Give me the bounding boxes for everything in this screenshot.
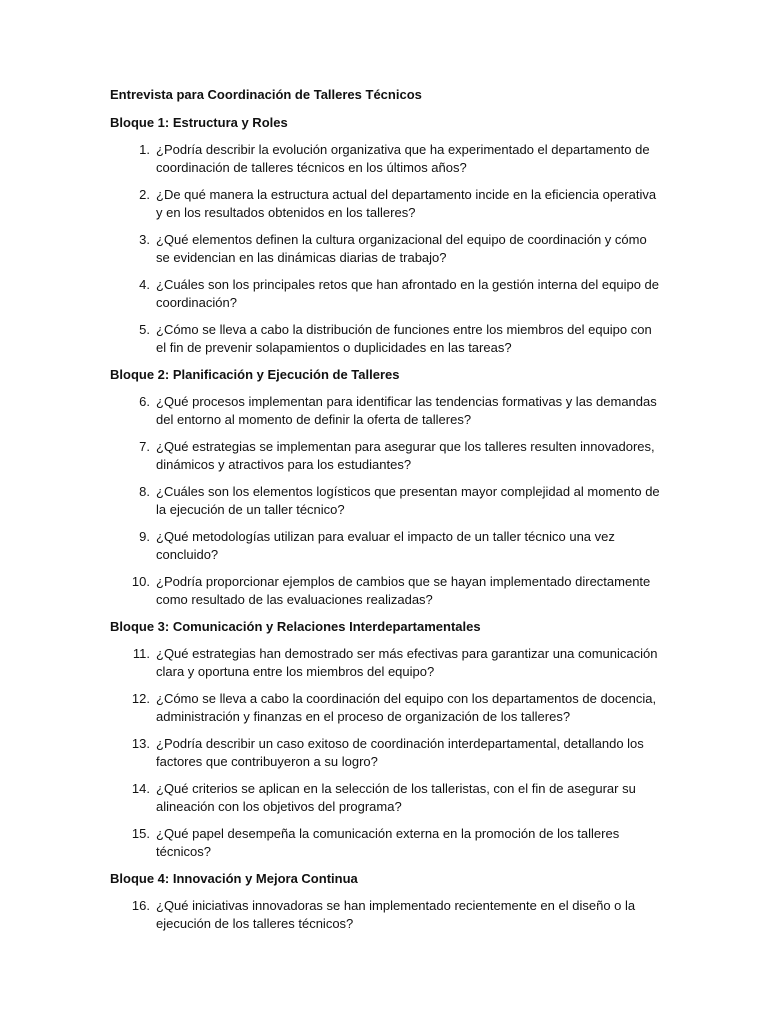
block-heading: Bloque 1: Estructura y Roles (110, 115, 288, 130)
interview-block (110, 870, 662, 933)
question-text: ¿Podría proporcionar ejemplos de cambios que se hayan implementado directamente como resultado de las evaluaciones realizadas? (156, 574, 651, 607)
question-item (110, 645, 662, 681)
question-number: 14. (131, 781, 150, 796)
question-number: 9. (139, 529, 150, 544)
question-text: ¿Podría describir la evolución organizativa que ha experimentado el departamento de coordinación de talleres técnicos en los últimos años? (156, 142, 650, 175)
question-text: ¿Cómo se lleva a cabo la distribución de funciones entre los miembros del equipo con el fin de prevenir solapamientos o duplicidades en las tareas? (156, 322, 652, 355)
question-number: 7. (139, 439, 150, 454)
question-number: 12. (131, 691, 150, 706)
question-item (110, 780, 662, 816)
question-number: 5. (139, 322, 150, 337)
question-number: 2. (139, 187, 150, 202)
question-item (110, 438, 662, 474)
question-number: 1. (139, 142, 150, 157)
document-title: Entrevista para Coordinación de Talleres Técnicos (110, 87, 422, 102)
question-number: 15. (131, 826, 150, 841)
question-text: ¿Cuáles son los elementos logísticos que presentan mayor complejidad al momento de la ejecución de un taller técnico? (156, 484, 660, 517)
question-item (110, 573, 662, 609)
question-item (110, 825, 662, 861)
question-text: ¿Qué criterios se aplican en la selección de los talleristas, con el fin de asegurar su alineación con los objetivos del programa? (156, 781, 636, 814)
question-text: ¿Qué metodologías utilizan para evaluar el impacto de un taller técnico una vez concluido? (156, 529, 615, 562)
question-text: ¿De qué manera la estructura actual del departamento incide en la eficiencia operativa y en los resultados obtenidos en los talleres? (156, 187, 657, 220)
question-list (110, 645, 662, 861)
question-text: ¿Qué estrategias se implementan para asegurar que los talleres resulten innovadores, dinámicos y atractivos para los estudiantes? (156, 439, 655, 472)
question-text: ¿Qué papel desempeña la comunicación externa en la promoción de los talleres técnicos? (156, 826, 620, 859)
question-item (110, 483, 662, 519)
block-heading: Bloque 4: Innovación y Mejora Continua (110, 871, 358, 886)
interview-block (110, 114, 662, 357)
interview-block (110, 366, 662, 609)
question-number: 6. (139, 394, 150, 409)
question-number: 11. (132, 646, 150, 661)
question-number: 4. (139, 277, 150, 292)
question-text: ¿Qué estrategias han demostrado ser más efectivas para garantizar una comunicación clara y oportuna entre los miembros del equipo? (156, 646, 658, 679)
question-number: 13. (131, 736, 150, 751)
document-content (110, 86, 662, 942)
question-list (110, 393, 662, 609)
question-text: ¿Cómo se lleva a cabo la coordinación del equipo con los departamentos de docencia, administración y finanzas en el proceso de organización de los talleres? (156, 691, 657, 724)
question-item (110, 735, 662, 771)
question-item (110, 231, 662, 267)
question-text: ¿Cuáles son los principales retos que han afrontado en la gestión interna del equipo de coordinación? (156, 277, 660, 310)
question-item (110, 276, 662, 312)
question-item (110, 186, 662, 222)
block-heading: Bloque 3: Comunicación y Relaciones Interdepartamentales (110, 619, 481, 634)
interview-block (110, 618, 662, 861)
question-text: ¿Podría describir un caso exitoso de coordinación interdepartamental, detallando los factores que contribuyeron a su logro? (156, 736, 644, 769)
question-item (110, 897, 662, 933)
question-item (110, 393, 662, 429)
question-text: ¿Qué elementos definen la cultura organizacional del equipo de coordinación y cómo se evidencian en las dinámicas diarias de trabajo? (156, 232, 647, 265)
question-number: 16. (131, 898, 150, 913)
question-item (110, 141, 662, 177)
question-item (110, 321, 662, 357)
question-list (110, 141, 662, 357)
question-list (110, 897, 662, 933)
question-number: 8. (139, 484, 150, 499)
question-item (110, 690, 662, 726)
question-text: ¿Qué iniciativas innovadoras se han implementado recientemente en el diseño o la ejecución de los talleres técnicos? (156, 898, 636, 931)
block-heading: Bloque 2: Planificación y Ejecución de Talleres (110, 367, 400, 382)
interview-blocks (110, 114, 662, 933)
question-item (110, 528, 662, 564)
question-text: ¿Qué procesos implementan para identificar las tendencias formativas y las demandas del entorno al momento de definir la oferta de talleres? (156, 394, 657, 427)
question-number: 3. (139, 232, 150, 247)
question-number: 10. (131, 574, 150, 589)
